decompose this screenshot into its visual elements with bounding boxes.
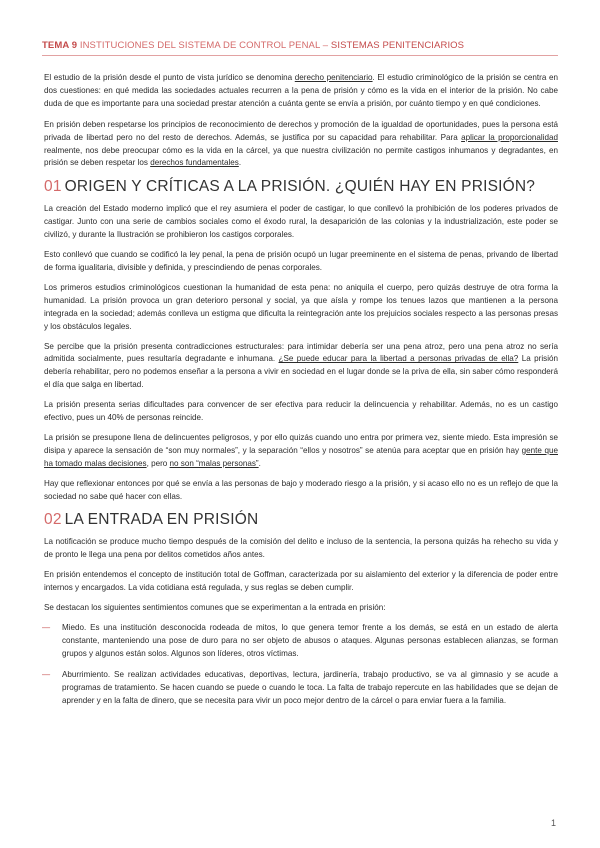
- paragraph: Esto conllevó que cuando se codificó la ley penal, la pena de prisión ocupó un lugar preeminente en el sistema de penas, privando de libertad de forma igualitaria, divisible y definida, y prescindiendo de penas corporales.: [44, 250, 558, 272]
- text-run: En prisión deben respetarse los principios de reconocimiento de derechos y promoción de la igualdad de oportunidades, pues la persona está privada de libertad pero no del resto de derechos. Además, se justifica por su capacidad para rehabilitar. Para: [44, 119, 558, 142]
- paragraph: Los primeros estudios criminológicos cuestionan la humanidad de esta pena: no aniquila el cuerpo, pero quizás destruye de otra forma la humanidad. La prisión provoca un gran deterioro personal y social, ya que aísla y rompe los tenues lazos que mantienen a la persona integrada en la sociedad; además conlleva un estigma que dificulta la reintegración ante los prejuicios sociales respecto a las personas presas y los obstáculos legales.: [44, 282, 558, 331]
- underlined-question: ¿Se puede educar para la libertad a personas privadas de ella?: [278, 354, 519, 364]
- text-run: Se percibe que la prisión presenta contradicciones estructurales: para intimidar debería ser una pena atroz, pero una pena atroz no sería admitida socialmente, pues resultaría degradante e inhumana.: [44, 341, 558, 364]
- paragraph: La prisión presenta serias dificultades para convencer de ser efectiva para reducir la delincuencia y rehabilitar. Además, no es un castigo efectivo, pues un 40% de personas reincide.: [44, 400, 558, 423]
- paragraph: [44, 432, 558, 471]
- list-item-text: Aburrimiento. Se realizan actividades educativas, deportivas, lectura, jardinería, trabajo productivo, se va al gimnasio y se acude a programas de tratamiento. Se hacen cuando se puede o cuando le toca. La falta de trabajo repercute en las habilidades que se dejan de aprender y en la falta de dinero, que se necesita para vivir un poco mejor dentro de la cárcel o para enviar fuera a la familia.: [62, 669, 558, 705]
- page-body: [44, 72, 558, 715]
- underlined-term: derechos fundamentales: [150, 158, 239, 168]
- list-item: [44, 622, 558, 661]
- dash-bullet: —: [42, 669, 51, 679]
- header-section: SISTEMAS PENITENCIARIOS: [330, 40, 465, 51]
- section-number: 02: [44, 511, 62, 529]
- section-heading-1: [44, 178, 558, 196]
- paragraph: En prisión entendemos el concepto de institución total de Goffman, caracterizada por su aislamiento del exterior y la diferencia de poder entre internos y encargados. La vida cotidiana está regulada, y sus reglas se deben cumplir.: [44, 570, 558, 593]
- paragraph: La creación del Estado moderno implicó que el rey asumiera el poder de castigar, lo que conllevó la prohibición de los poderes privados de castigar. Junto con una serie de cambios sociales como el éxodo rural, la desaparición de las colonias y la industrialización, este poder se civilizó, y durante la Ilustración se prohibieron los castigos corporales.: [44, 204, 558, 240]
- header-separator: –: [320, 40, 331, 51]
- text-run: La prisión se presupone llena de delincuentes peligrosos, y por ello quizás cuando uno entra por primera vez, siente miedo. Esta impresión se disipa y aparece la sensación de “son muy normales”, y la separación “ellos y nosotros” se atenúa para aceptar que en prisión hay: [44, 432, 558, 455]
- underlined-term: no son “malas personas”: [169, 458, 259, 468]
- text-run: .: [258, 458, 261, 468]
- section-title: ORIGEN Y CRÍTICAS A LA PRISIÓN. ¿QUIÉN HAY EN PRISIÓN?: [64, 178, 536, 196]
- intro-paragraph-1: [44, 72, 558, 111]
- running-header: [42, 40, 562, 51]
- underlined-term: derecho penitenciario: [294, 73, 373, 82]
- page-number: 1: [550, 818, 556, 828]
- text-run: , pero: [146, 458, 170, 468]
- section-number: 01: [44, 178, 62, 196]
- list-item-text: Miedo. Es una institución desconocida rodeada de mitos, lo que genera temor frente a los demás, se está en un estado de alerta constante, manteniendo una pose de duro para no ser objeto de abusos o ataques. Algunas personas establecen alianzas, se forman grupos y algunos están solos. Algunos son líderes, otros víctimas.: [62, 623, 558, 658]
- paragraph: La notificación se produce mucho tiempo después de la comisión del delito e incluso de la sentencia, la persona quizás ha rehecho su vida y de pronto le llega una pena por delitos cometidos años antes.: [44, 537, 558, 560]
- section-heading-2: [44, 511, 558, 529]
- header-rule: [42, 55, 558, 56]
- paragraph: [44, 341, 558, 393]
- underlined-term: gente que ha tomado malas decisiones: [44, 445, 558, 468]
- paragraph: Se destacan los siguientes sentimientos comunes que se experimentan a la entrada en prisión:: [44, 603, 386, 613]
- text-run: .: [238, 158, 242, 168]
- text-run: . El estudio criminológico de la prisión se centra en dos cuestiones: en qué medida las sociedades actuales recurren a la pena de prisión y cómo es la vida en el interior de la prisión. No cabe duda de que es importante para una sociedad prestar atención a cuánta gente se envía a prisión, por cuánto tiempo y en qué condiciones.: [44, 73, 558, 108]
- paragraph: Hay que reflexionar entonces por qué se envía a las personas de bajo y moderado riesgo a la prisión, y si acaso ello no es un reflejo de que la sociedad no sabe qué hacer con ellas.: [44, 478, 558, 501]
- header-subject: INSTITUCIONES DEL SISTEMA DE CONTROL PENAL: [79, 40, 321, 51]
- list-item: [44, 669, 558, 708]
- header-topic: TEMA 9: [42, 40, 78, 51]
- text-run: El estudio de la prisión desde el punto de vista jurídico se denomina: [44, 73, 295, 82]
- text-run: realmente, nos debe preocupar cómo es la vida en la cárcel, ya que nuestra civilización no permite castigos inhumanos y degradantes, en prisión se deben respetar los: [44, 145, 558, 168]
- text-run: La prisión debería rehabilitar, pero no podemos enseñar a la persona a vivir en sociedad en el lugar donde se la priva de ella, sin saber cómo responderá el día que salga en libertad.: [44, 354, 558, 390]
- dash-bullet: —: [42, 623, 51, 632]
- intro-paragraph-2: [44, 119, 558, 171]
- section-title: LA ENTRADA EN PRISIÓN: [64, 511, 259, 529]
- underlined-term: aplicar la proporcionalidad: [461, 132, 558, 142]
